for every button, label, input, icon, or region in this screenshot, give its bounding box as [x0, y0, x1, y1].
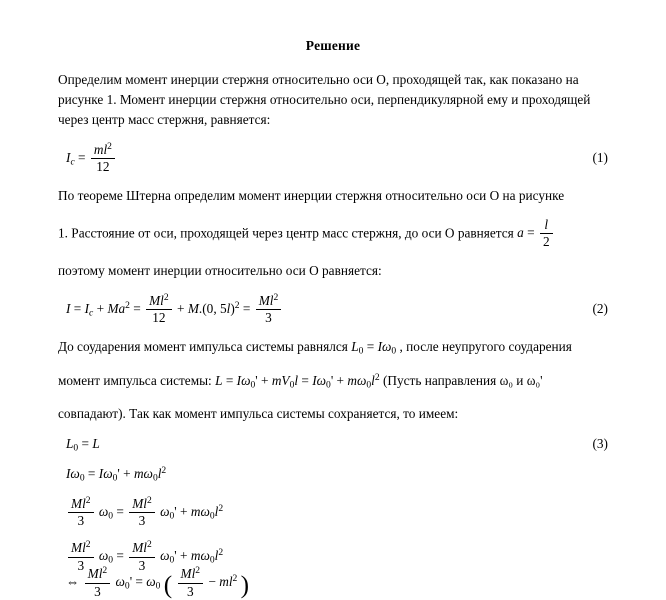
- momentum-paragraph-a-before: До соударения момент импульса системы равнялся: [58, 339, 348, 355]
- shtern-paragraph-a: По теореме Штерна определим момент инерции стержня относительно оси О на рисунке: [58, 188, 565, 204]
- equation-5: [58, 496, 608, 530]
- equation-3-body: $L_0 = L$: [66, 435, 100, 454]
- equation-2-body: $I = I_c + Ma^2$ = $\frac{Ml^2}{12}$ + M.(0, 5l)$^2$ = $\frac{Ml^2}{3}$: [66, 293, 283, 327]
- equivalence-icon: ⇔: [66, 573, 80, 589]
- equation-4-body: $I\omega_0 = I\omega_0' + m\omega_0l^2$: [66, 464, 167, 484]
- inline-equation-l: $L = I\omega_0' + mV_0l = I\omega_0' + m\omega_0l^2$: [215, 371, 380, 391]
- equation-6-line-1-body: $\frac{Ml^2}{3}$ $\omega_0$ = $\frac{Ml^2}{3}$ $\omega_0' + m\omega_0l^2$: [66, 540, 223, 574]
- equation-3: [58, 435, 608, 454]
- momentum-paragraph-b: [58, 371, 608, 393]
- equation-2: [58, 293, 608, 327]
- shtern-paragraph-b-text: 1. Расстояние от оси, проходящей через центр масс стержня, до оси О равняется: [58, 225, 514, 240]
- equation-6-line-2-clipped: [58, 566, 608, 600]
- equation-3-tag: (3): [592, 436, 608, 452]
- inline-equation-a: a = $\frac{l}{2}$: [517, 225, 554, 240]
- shtern-paragraph-c: поэтому момент инерции относительно оси О равняется:: [58, 263, 382, 279]
- shtern-paragraph-b: [58, 218, 608, 251]
- page-title: Решение: [305, 38, 361, 53]
- momentum-paragraph-a-after: , после неупругого соударения: [399, 339, 572, 355]
- equation-6-line-2: [58, 566, 608, 600]
- equation-5-body: $\frac{Ml^2}{3}$ $\omega_0$ = $\frac{Ml^2}{3}$ $\omega_0' + m\omega_0l^2$: [66, 496, 223, 530]
- momentum-paragraph-a: [58, 337, 608, 359]
- equation-1-tag: (1): [592, 150, 608, 166]
- equation-1-body: $I_c$ = $\frac{ml^2}{12}$: [66, 142, 117, 176]
- intro-paragraph: Определим момент инерции стержня относительно оси О, проходящей так, как показано на рисунке 1. Момент инерции стержня относительно оси, перпендикулярной ему и проходящей через центр масс стержня, равняется:: [58, 72, 591, 128]
- momentum-paragraph-b-before: момент импульса системы:: [58, 372, 212, 388]
- inline-equation-l0: $L_0 = I\omega_0$: [351, 339, 397, 357]
- equation-2-tag: (2): [592, 301, 608, 317]
- equation-4: [58, 465, 608, 485]
- equation-6-line-2-body: ⇔ $\frac{Ml^2}{3}$ $\omega_0' = \omega_0$ ( $\frac{Ml^2}{3}$ − $ml^2$ ): [66, 566, 250, 599]
- equation-1: [58, 142, 608, 176]
- momentum-paragraph-c: совпадают). Так как момент импульса системы сохраняется, то имеем:: [58, 405, 459, 421]
- momentum-paragraph-b-after: (Пусть направления ω₀ и ω₀': [382, 372, 543, 388]
